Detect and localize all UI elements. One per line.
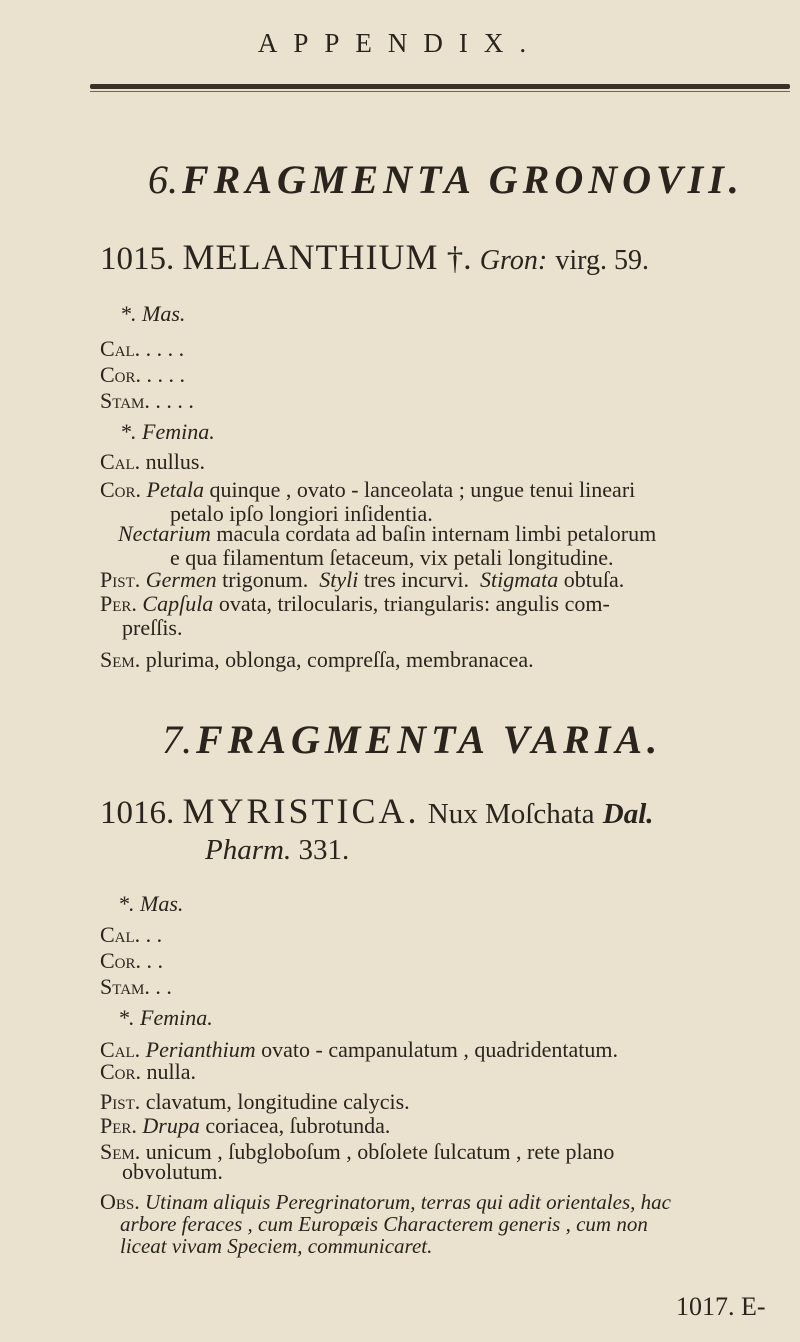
observation-line-1 [100,1190,671,1214]
entry-1015-heading [100,236,649,278]
petala-term: Petala [146,477,204,502]
dagger-mark: †. [446,241,472,277]
femina-sem-cont: obvolutum. [122,1159,223,1184]
femina-per-line [100,592,610,616]
femina-cor-line [100,1060,196,1084]
reference-work: virg. 59. [555,245,649,276]
mas-stam-line: Stam. . . . . [100,388,194,413]
femina-heading: *. Femina. [120,419,215,444]
running-head: APPENDIX. [257,28,543,58]
per-text: ovata, trilocularis, triangularis: angulis com- [218,591,610,616]
mas-cor-line: Cor. . . . . [100,362,186,387]
mas-heading [120,302,185,326]
section-7-heading [162,716,662,763]
sem-label: Sem. [100,647,141,672]
perianthium-term: Perianthium [145,1037,256,1062]
cal-text: ovato - campanulatum , quadridentatum. [261,1037,618,1062]
cal-text: nullus. [145,449,205,474]
mas-heading: *. Mas. [118,891,184,916]
catchword: E- [741,1292,766,1321]
cor-label: Cor. [100,1059,142,1084]
pist-label: Pist. [100,567,141,592]
catchword-line [676,1292,766,1322]
reference-author: Gron: [479,245,548,276]
obs-label: Obs. [100,1189,140,1214]
per-label: Per. [100,591,137,616]
sem-text: unicum , ſubgloboſum , obſolete ſulcatum , rete plano [145,1139,615,1164]
reference-work: Pharm. [205,834,292,866]
reference-page: 331. [298,834,350,866]
cor-label: Cor. [100,477,142,502]
obs-text-1: Utinam aliquis Peregrinatorum, terras qui adit orientales, hac [145,1190,671,1214]
femina-per-cont: preſſis. [122,615,183,640]
nectarium-text: macula cordata ad baſin internam limbi petalorum [216,521,657,546]
header-rule-thin [90,91,790,92]
common-name: Nux Moſchata [427,798,595,830]
section-title: FRAGMENTA GRONOVII. [182,157,744,202]
section-6-heading [148,156,744,203]
per-label: Per. [100,1113,137,1138]
mas-cal-line: Cal. . . . . [100,336,185,361]
entry-1016-reference [205,834,349,867]
femina-cor-cont: petalo ipſo longiori inſidentia. [170,501,433,526]
cor-text: nulla. [146,1059,197,1084]
reference-author: Dal. [602,798,654,830]
entry-1016-heading [100,790,654,832]
nectarium-cont: e qua filamentum ſetaceum, vix petali longitudine. [170,545,614,570]
nectarium-line [118,522,656,546]
mas-stam-line: Stam. . . [100,974,172,999]
cal-label: Cal. [100,449,141,474]
germen-term: Germen [145,567,217,592]
observation-line-2: arbore feraces , cum Europæis Characterem generis , cum non [120,1212,648,1236]
pist-text: clavatum, longitudine calycis. [145,1089,410,1114]
styli-text: tres incurvi. [363,567,469,592]
femina-per-line [100,1114,390,1138]
cal-label: Cal. [100,1037,141,1062]
section-title: FRAGMENTA VARIA. [196,717,663,762]
femina-cor-line [100,478,635,502]
section-number: 7. [162,717,192,762]
genus-name: MYRISTICA. [182,791,420,831]
entry-number: 1016. [100,795,175,831]
section-number: 6. [148,157,178,202]
capsula-term: Capſula [142,591,214,616]
genus-name: MELANTHIUM [182,237,439,277]
stigmata-term: Stigmata [480,567,559,592]
stigmata-text: obtuſa. [563,567,625,592]
pist-label: Pist. [100,1089,141,1114]
cor-text: quinque , ovato - lanceolata ; ungue tenui lineari [209,477,636,502]
femina-pist-line [100,568,624,592]
entry-number: 1015. [100,241,175,277]
drupa-term: Drupa [142,1113,200,1138]
germen-text: trigonum. [222,567,309,592]
header-rule [90,84,790,89]
nectarium-term: Nectarium [118,521,211,546]
observation-line-3: liceat vivam Speciem, communicaret. [120,1234,433,1258]
mas-cor-line: Cor. . . [100,948,164,973]
mas-cal-line: Cal. . . [100,922,163,947]
femina-sem-line [100,648,534,672]
per-text: coriacea, ſubrotunda. [205,1113,391,1138]
femina-pist-line [100,1090,410,1114]
styli-term: Styli [319,567,359,592]
femina-heading: *. Femina. [118,1005,213,1030]
sem-text: plurima, oblonga, compreſſa, membranacea. [145,647,534,672]
sem-label: Sem. [100,1139,141,1164]
femina-cal-line [100,450,205,474]
page-signature: 1017. [676,1292,735,1321]
mas-label: *. Mas. [120,301,186,326]
